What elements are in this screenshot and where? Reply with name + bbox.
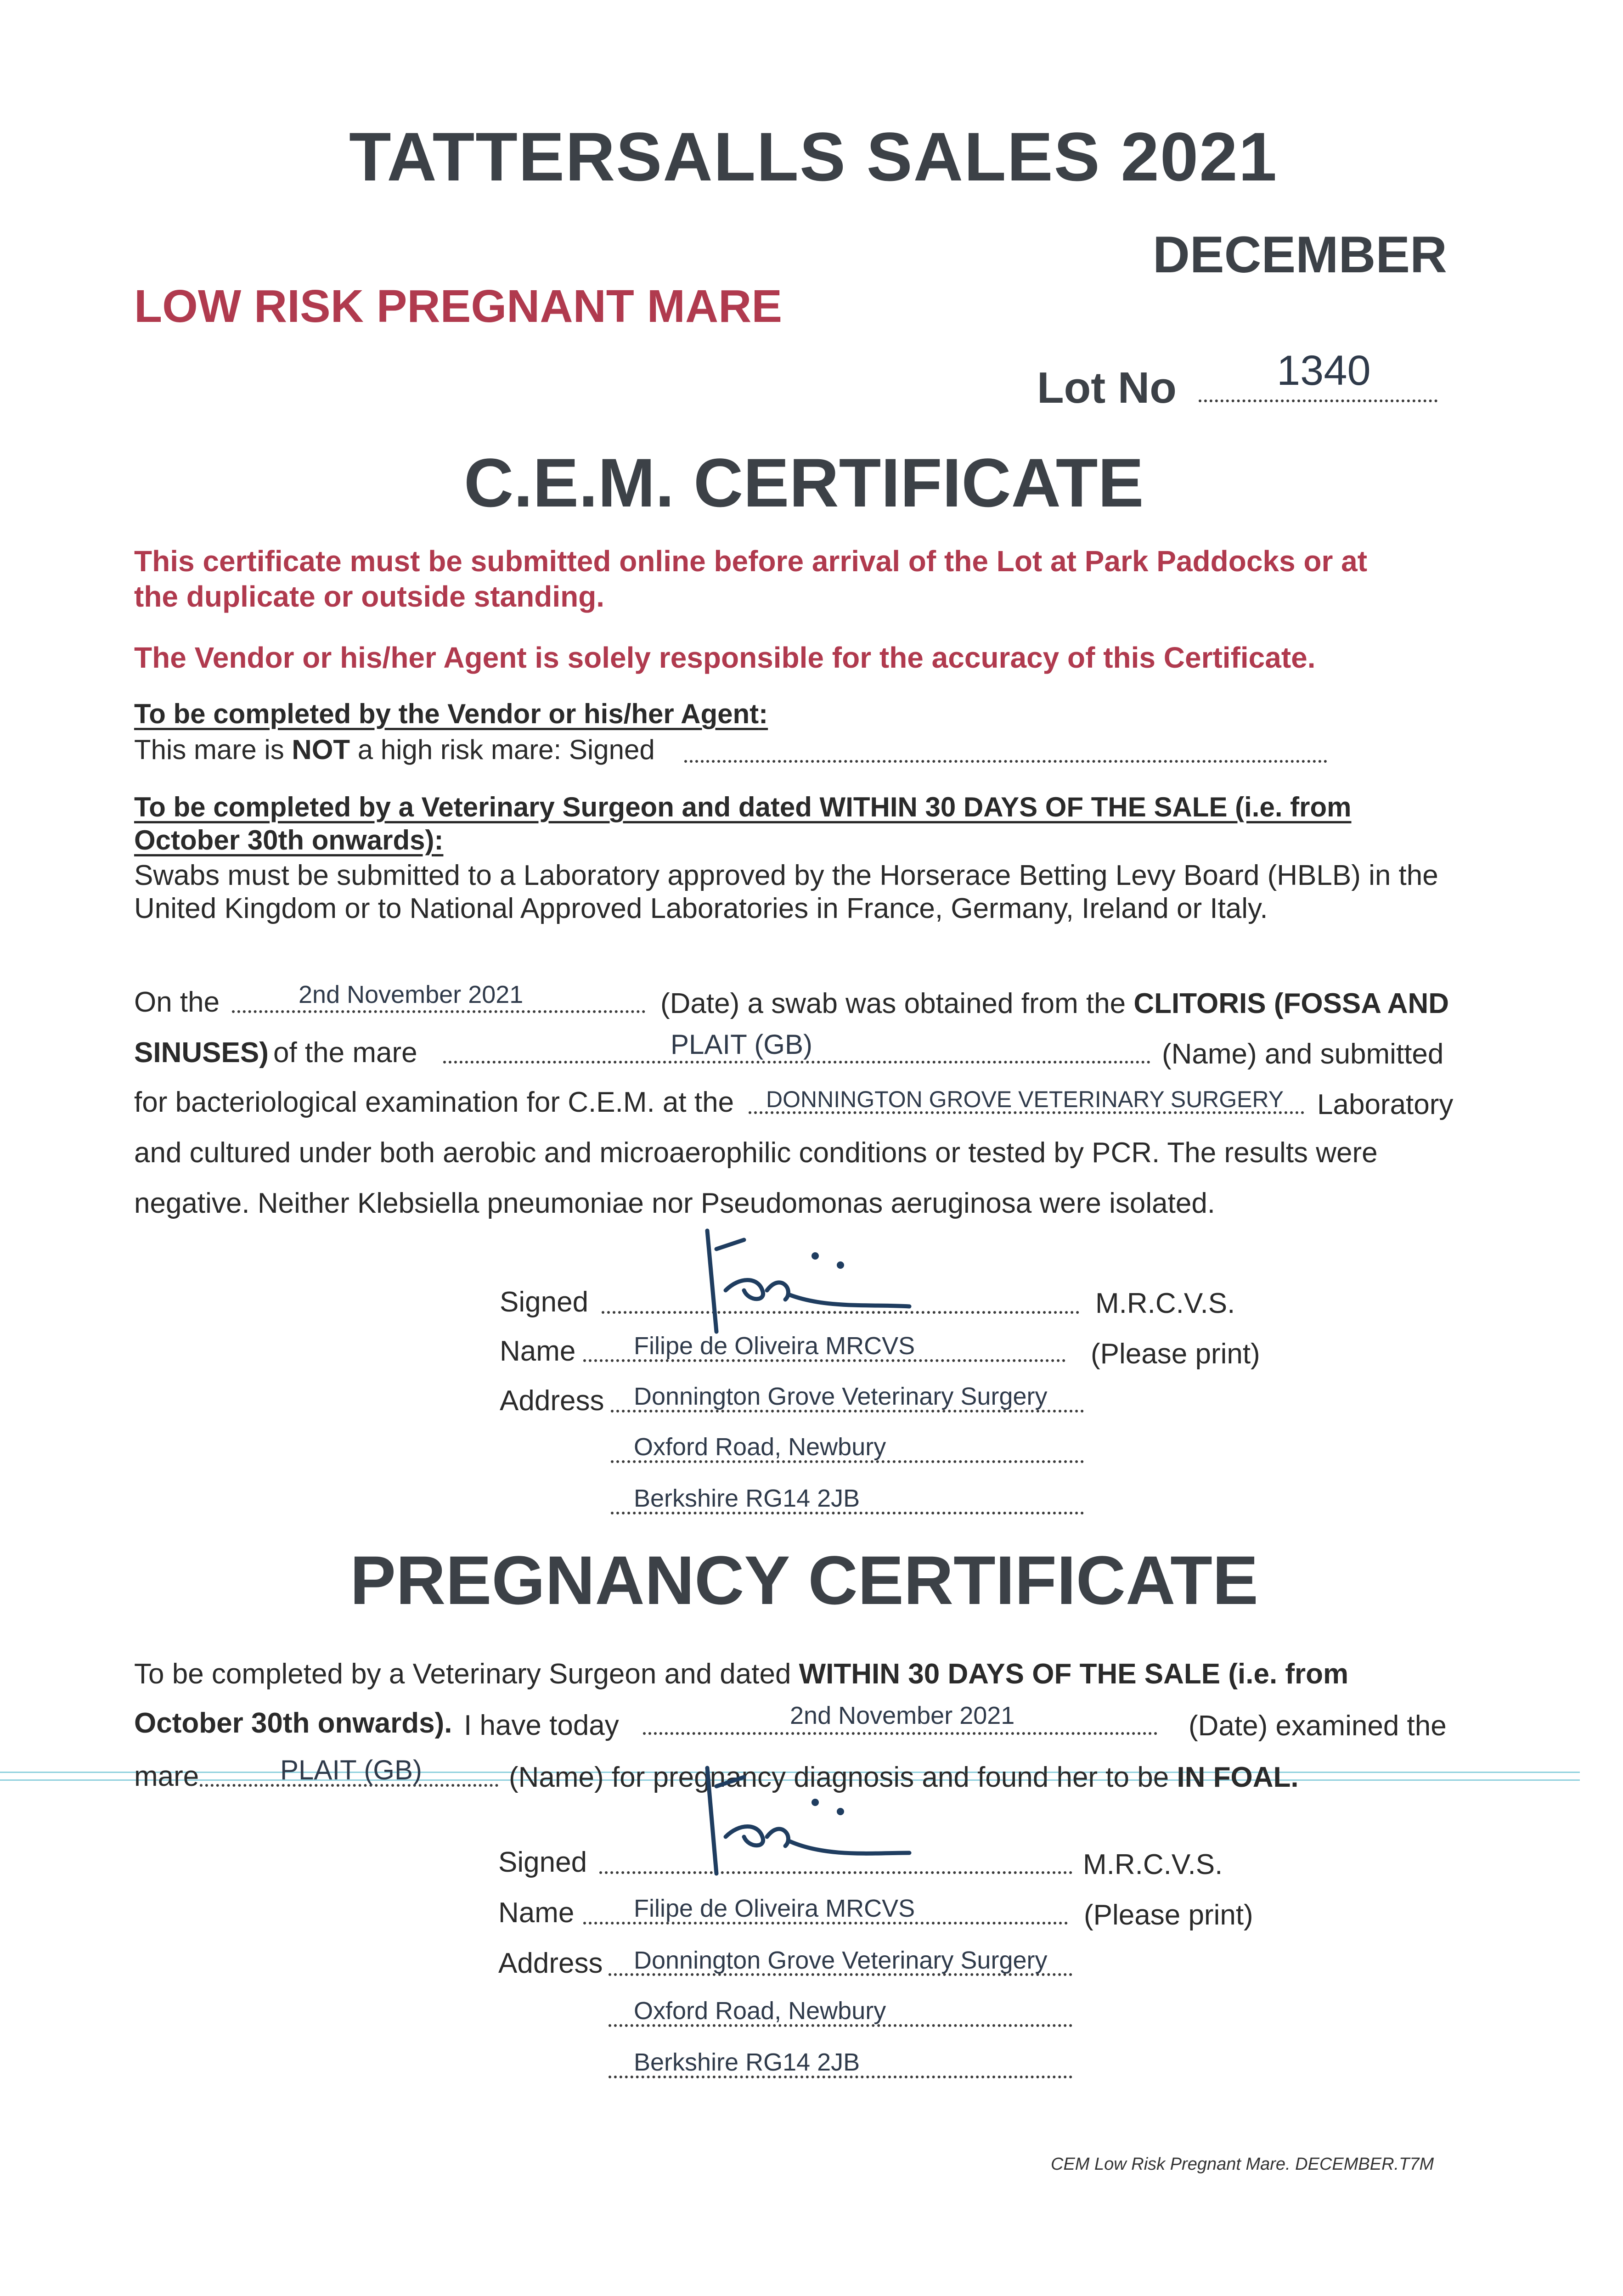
cem-exam-pre: for bacteriological examination for C.E.M. at the <box>134 1086 734 1118</box>
cem-title: C.E.M. CERTIFICATE <box>464 444 1144 521</box>
preg-please-print: (Please print) <box>1084 1899 1253 1931</box>
cem-address-label: Address <box>500 1385 604 1417</box>
swab-line1: Swabs must be submitted to a Laboratory approved by the Horserace Betting Levy Board (HBLB) in the <box>134 860 1438 891</box>
footer-form-code: CEM Low Risk Pregnant Mare. DECEMBER.T7M <box>1051 2155 1434 2174</box>
preg-date-line <box>643 1732 1157 1735</box>
cem-address-2: Oxford Road, Newbury <box>634 1433 886 1461</box>
preg-mrcvs: M.R.C.V.S. <box>1083 1849 1223 1880</box>
preg-address-label: Address <box>498 1947 603 1979</box>
preg-i-have-today: I have today <box>464 1710 619 1741</box>
cem-mrcvs: M.R.C.V.S. <box>1095 1288 1235 1319</box>
preg-address-1: Donnington Grove Veterinary Surgery <box>634 1947 1048 1974</box>
vendor-signature-line <box>684 760 1327 763</box>
preg-line1 <box>134 1660 1348 1688</box>
lot-label: Lot No <box>1037 363 1177 412</box>
cem-please-print: (Please print) <box>1091 1338 1260 1370</box>
cem-of-the-mare: of the mare <box>273 1037 417 1069</box>
pregnancy-title: PREGNANCY CERTIFICATE <box>350 1542 1258 1619</box>
cem-swab-date: 2nd November 2021 <box>299 981 524 1008</box>
cem-responsibility-notice: The Vendor or his/her Agent is solely responsible for the accuracy of this Certificate. <box>134 641 1316 674</box>
preg-address-2: Oxford Road, Newbury <box>634 1997 886 2025</box>
cem-address-1: Donnington Grove Veterinary Surgery <box>634 1383 1048 1410</box>
cem-date-suffix <box>660 990 1449 1018</box>
preg-vet-name: Filipe de Oliveira MRCVS <box>634 1895 915 1922</box>
category-label: LOW RISK PREGNANT MARE <box>134 281 783 332</box>
vendor-statement-pre: This mare is <box>134 734 292 765</box>
cem-vet-name: Filipe de Oliveira MRCVS <box>634 1332 915 1360</box>
vendor-statement-not: NOT <box>292 734 350 765</box>
preg-exam-date: 2nd November 2021 <box>790 1702 1015 1729</box>
preg-mare-name: PLAIT (GB) <box>280 1755 422 1785</box>
vet-heading-line2-text: October 30th onwards) <box>134 825 434 855</box>
vendor-heading-text: To be completed by the Vendor or his/her Agent <box>134 698 759 729</box>
vendor-heading: To be completed by the Vendor or his/her Agent: <box>134 698 768 729</box>
cem-address-3: Berkshire RG14 2JB <box>634 1485 860 1512</box>
preg-date-suffix: (Date) examined the <box>1189 1710 1447 1742</box>
cem-notice-line2: the duplicate or outside standing. <box>134 580 605 613</box>
vendor-statement-post: a high risk mare: Signed <box>350 734 655 765</box>
preg-address-3: Berkshire RG14 2JB <box>634 2048 860 2076</box>
vet-heading-line1: To be completed by a Veterinary Surgeon and dated WITHIN 30 DAYS OF THE SALE (i.e. from <box>134 792 1352 822</box>
cem-mare-name-line <box>443 1061 1150 1064</box>
sales-title: TATTERSALLS SALES 2021 <box>349 118 1278 195</box>
cem-notice-line1: This certificate must be submitted online before arrival of the Lot at Park Paddocks or at <box>134 545 1368 578</box>
cem-mare-name: PLAIT (GB) <box>671 1029 812 1060</box>
cem-lab-suffix: Laboratory <box>1317 1089 1454 1120</box>
cem-name-label: Name <box>500 1335 576 1367</box>
cem-date-line <box>232 1010 645 1013</box>
cem-name-suffix: (Name) and submitted <box>1162 1038 1444 1070</box>
vendor-statement <box>134 736 655 764</box>
preg-signature-mark <box>689 1759 928 1906</box>
cem-on-the: On the <box>134 986 220 1018</box>
lot-number: 1340 <box>1277 347 1371 394</box>
cem-lab-name: DONNINGTON GROVE VETERINARY SURGERY <box>766 1086 1284 1112</box>
lot-dotted-line <box>1199 400 1437 402</box>
preg-in-foal: IN FOAL. <box>1177 1761 1299 1793</box>
preg-name-label: Name <box>498 1897 575 1929</box>
cem-sinuses: SINUSES) <box>134 1037 269 1069</box>
preg-line1-pre: To be completed by a Veterinary Surgeon and dated <box>134 1658 791 1690</box>
preg-line1-bold: WITHIN 30 DAYS OF THE SALE (i.e. from <box>799 1658 1349 1690</box>
vet-heading-line2: October 30th onwards): <box>134 825 444 855</box>
cem-signed-label: Signed <box>500 1286 589 1318</box>
preg-signed-label: Signed <box>498 1846 587 1878</box>
cem-date-suffix-text: (Date) a swab was obtained from the <box>660 988 1126 1019</box>
preg-mare-label: mare <box>134 1761 199 1792</box>
cem-site-bold: CLITORIS (FOSSA AND <box>1133 988 1449 1019</box>
month-label: DECEMBER <box>1153 226 1447 283</box>
swab-line2: United Kingdom or to National Approved Laboratories in France, Germany, Ireland or Italy. <box>134 893 1268 924</box>
cem-result-line: negative. Neither Klebsiella pneumoniae nor Pseudomonas aeruginosa were isolated. <box>134 1187 1216 1219</box>
preg-oct30: October 30th onwards). <box>134 1707 452 1739</box>
cem-culture-line: and cultured under both aerobic and microaerophilic conditions or tested by PCR. The results were <box>134 1137 1378 1169</box>
preg-diagnosis-text: (Name) for pregnancy diagnosis and found her to be <box>509 1761 1169 1793</box>
